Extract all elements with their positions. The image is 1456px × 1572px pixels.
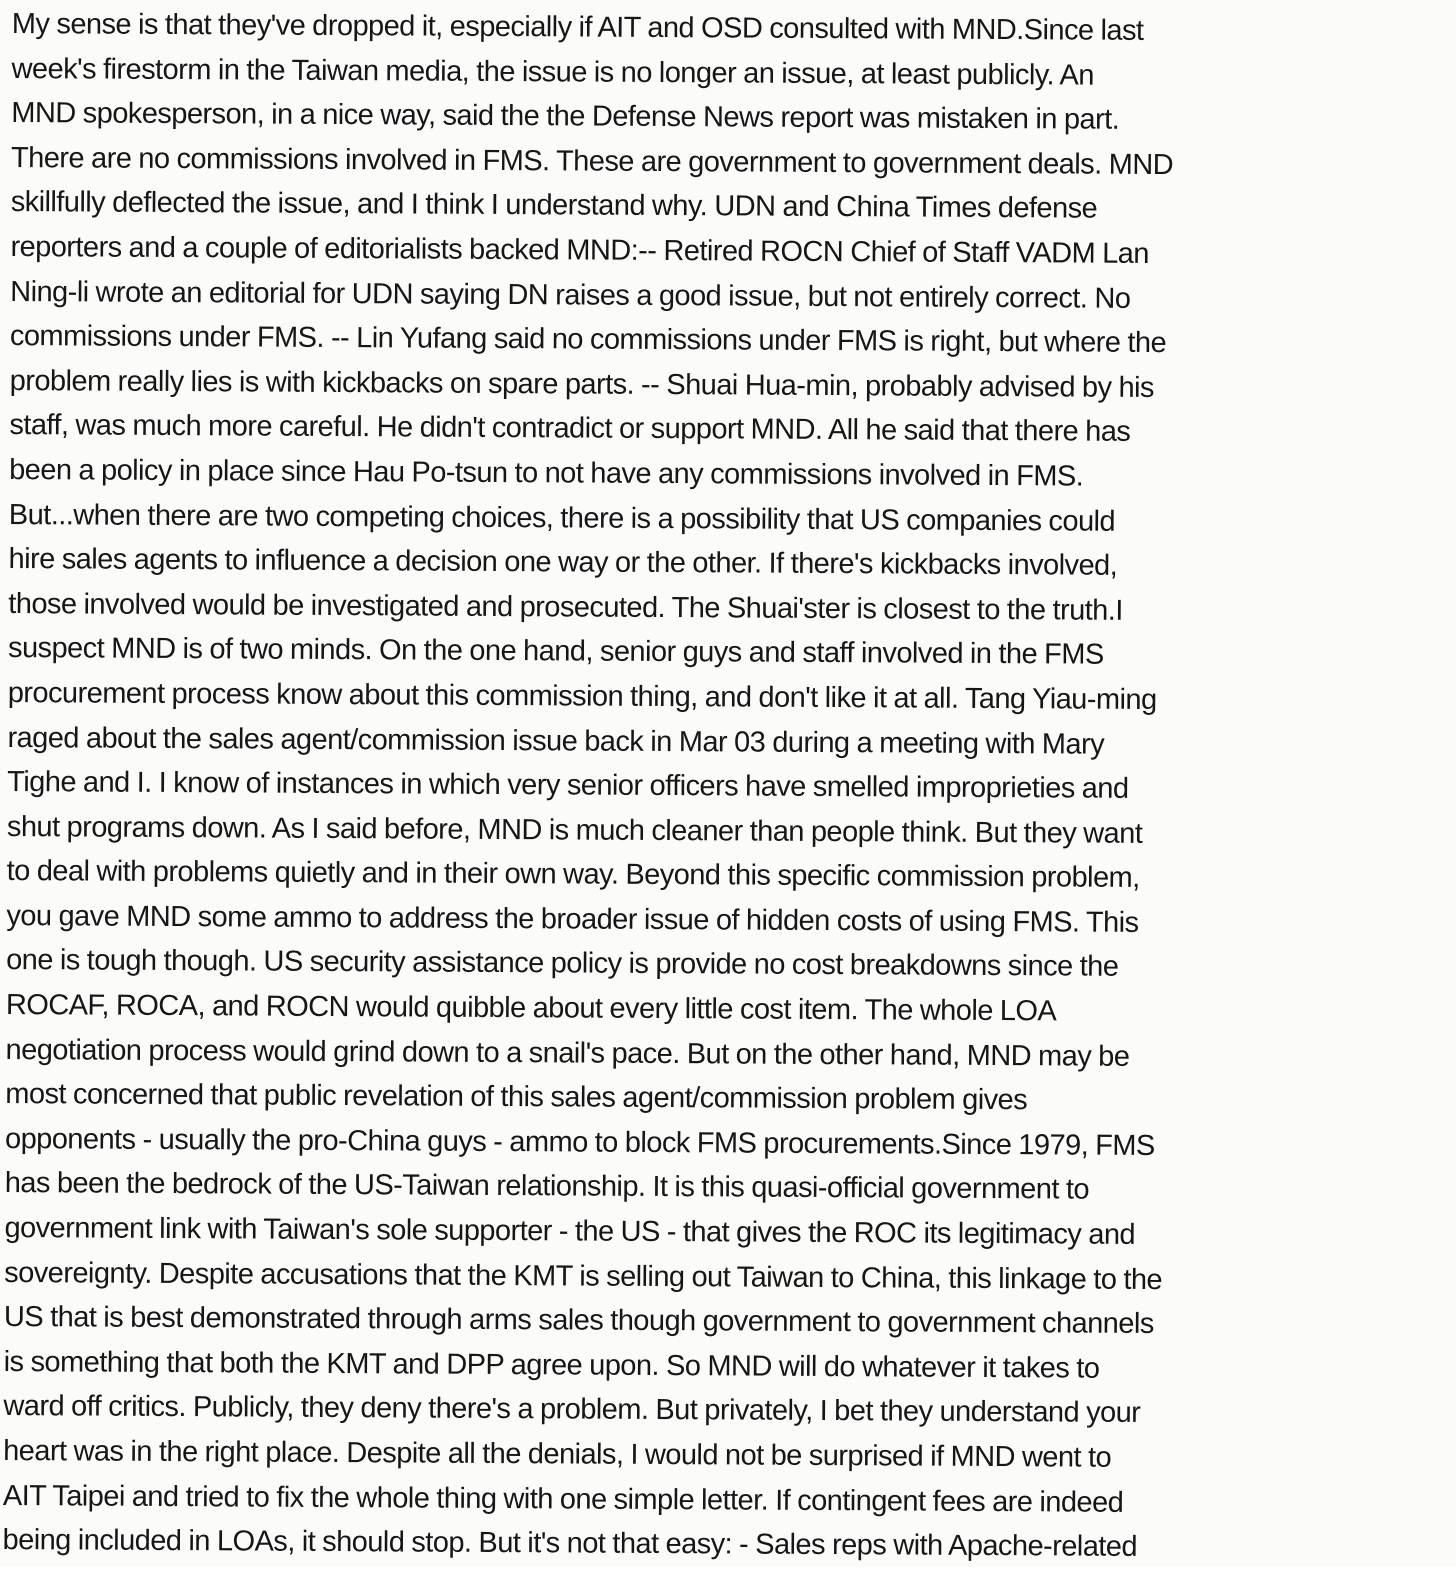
- text-line: MND spokesperson, in a nice way, said the the Defense News report was mistaken in part.: [11, 97, 1120, 136]
- text-line: US that is best demonstrated through arms sales though government to government channels: [3, 1301, 1154, 1341]
- text-line: been a policy in place since Hau Po-tsun to not have any commissions involved in FMS.: [9, 453, 1084, 493]
- text-line: commissions under FMS. -- Lin Yufang said no commissions under FMS is right, but where the: [9, 320, 1167, 360]
- text-line: shut programs down. As I said before, MND is much cleaner than people think. But they want: [6, 810, 1143, 850]
- text-line: negotiation process would grind down to a snail's pace. But on the other hand, MND may be: [5, 1033, 1130, 1073]
- text-line: to deal with problems quietly and in their own way. Beyond this specific commission problem,: [6, 855, 1140, 895]
- text-line: has been the bedrock of the US-Taiwan relationship. It is this quasi-official government to: [4, 1167, 1090, 1207]
- text-line: raged about the sales agent/commission issue back in Mar 03 during a meeting with Mary: [7, 721, 1105, 761]
- text-line: most concerned that public revelation of this sales agent/commission problem gives: [5, 1078, 1028, 1117]
- text-line: being included in LOAs, it should stop. But it's not that easy: - Sales reps with Apache-related: [2, 1524, 1138, 1564]
- text-line: ward off critics. Publicly, they deny there's a problem. But privately, I bet they understand your: [3, 1390, 1141, 1430]
- text-line: problem really lies is with kickbacks on spare parts. -- Shuai Hua-min, probably advised by his: [9, 364, 1155, 404]
- text-line: is something that both the KMT and DPP agree upon. So MND will do whatever it takes to: [3, 1345, 1100, 1385]
- text-line: ROCAF, ROCA, and ROCN would quibble about every little cost item. The whole LOA: [5, 989, 1057, 1028]
- text-line: sovereignty. Despite accusations that the KMT is selling out Taiwan to China, this linkage to the: [4, 1256, 1163, 1296]
- text-line: government link with Taiwan's sole supporter - the US - that gives the ROC its legitimacy and: [4, 1212, 1136, 1251]
- text-line: one is tough though. US security assistance policy is provide no cost breakdowns since the: [6, 944, 1119, 984]
- text-line: Tighe and I. I know of instances in which very senior officers have smelled improprieties and: [7, 766, 1129, 805]
- text-line: Ning-li wrote an editorial for UDN saying DN raises a good issue, but not entirely correct. No: [10, 275, 1131, 315]
- text-line: skillfully deflected the issue, and I think I understand why. UDN and China Times defense: [10, 186, 1098, 226]
- text-line: week's firestorm in the Taiwan media, the issue is no longer an issue, at least publicly. An: [11, 52, 1094, 92]
- text-line: hire sales agents to influence a decision one way or the other. If there's kickbacks involved,: [8, 543, 1118, 582]
- text-line: staff, was much more careful. He didn't contradict or support MND. All he said that there has: [9, 409, 1131, 449]
- text-line: There are no commissions involved in FMS. These are government to government deals. MND: [10, 141, 1174, 181]
- text-line: suspect MND is of two minds. On the one hand, senior guys and staff involved in the FMS: [7, 632, 1104, 671]
- document-body: [2, 2, 1452, 1572]
- text-line: procurement process know about this commission thing, and don't like it at all. Tang Yiau-ming: [7, 676, 1157, 716]
- text-line: My sense is that they've dropped it, especially if AIT and OSD consulted with MND.Since last: [11, 7, 1144, 47]
- text-line: But...when there are two competing choices, there is a possibility that US companies could: [8, 498, 1116, 538]
- text-line: heart was in the right place. Despite all the denials, I would not be surprised if MND went to: [3, 1434, 1112, 1474]
- text-line: AIT Taipei and tried to fix the whole thing with one simple letter. If contingent fees are indeed: [2, 1479, 1124, 1519]
- text-line: opponents - usually the pro-China guys - ammo to block FMS procurements.Since 1979, FMS: [4, 1122, 1155, 1162]
- text-line: reporters and a couple of editorialists backed MND:-- Retired ROCN Chief of Staff VADM Lan: [10, 230, 1149, 270]
- text-line: you gave MND some ammo to address the broader issue of hidden costs of using FMS. This: [6, 899, 1139, 939]
- text-line: those involved would be investigated and prosecuted. The Shuai'ster is closest to the truth.I: [8, 587, 1123, 627]
